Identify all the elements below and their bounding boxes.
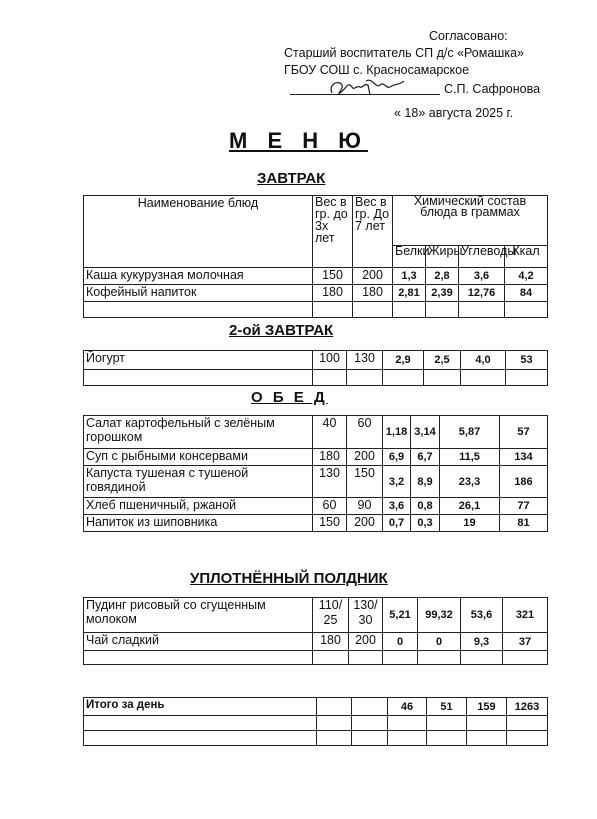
carbs: 4,0 <box>461 351 506 370</box>
carbs: 12,76 <box>459 285 505 302</box>
protein: 1,3 <box>393 268 426 285</box>
page-title: М Е Н Ю <box>229 128 368 153</box>
weight-3: 110/ 25 <box>313 598 349 633</box>
total-row <box>84 698 548 716</box>
weight-7: 200 <box>353 268 393 285</box>
weight-3: 150 <box>313 515 347 532</box>
carbs: 53,6 <box>461 598 503 633</box>
empty-row <box>84 716 548 731</box>
weight-7: 130 <box>347 351 383 370</box>
fat: 8,9 <box>411 466 440 498</box>
kcal: 84 <box>505 285 548 302</box>
weight-3: 130 <box>313 466 347 498</box>
dish-name: Каша кукурузная молочная <box>84 268 313 285</box>
breakfast-table <box>83 195 548 318</box>
dish-name: Напиток из шиповника <box>84 515 313 532</box>
total-fat: 51 <box>427 698 467 716</box>
total-carbs: 159 <box>467 698 507 716</box>
weight-7: 200 <box>347 449 383 466</box>
approval-organization: ГБОУ СОШ с. Красносамарское <box>284 63 470 77</box>
carbs: 26,1 <box>440 498 500 515</box>
dish-name: Чай сладкий <box>84 633 313 651</box>
section-title-breakfast: ЗАВТРАК <box>257 170 326 187</box>
table-row <box>84 515 548 532</box>
weight-3: 60 <box>313 498 347 515</box>
header-weight-7: Вес в гр. До 7 лет <box>353 196 393 268</box>
protein: 2,81 <box>393 285 426 302</box>
fat: 0,8 <box>411 498 440 515</box>
table-row <box>84 351 548 370</box>
weight-7: 130/ 30 <box>349 598 383 633</box>
dish-name: Йогурт <box>84 351 313 370</box>
dish-name: Суп с рыбными консервами <box>84 449 313 466</box>
table-row <box>84 633 548 651</box>
approval-date: « 18» августа 2025 г. <box>394 106 514 120</box>
kcal: 186 <box>500 466 548 498</box>
header-dish-name: Наименование блюд <box>84 196 313 268</box>
kcal: 37 <box>503 633 548 651</box>
header-fat: Жиры <box>426 246 459 268</box>
table-row <box>84 466 548 498</box>
weight-7: 150 <box>347 466 383 498</box>
fat: 3,14 <box>411 416 440 449</box>
fat: 2,5 <box>424 351 461 370</box>
approval-heading: Согласовано: <box>429 29 508 43</box>
dish-name: Капуста тушеная с тушеной говядиной <box>84 466 313 498</box>
fat: 99,32 <box>418 598 461 633</box>
fat: 0,3 <box>411 515 440 532</box>
weight-7: 90 <box>347 498 383 515</box>
dish-name: Кофейный напиток <box>84 285 313 302</box>
table-row <box>84 498 548 515</box>
table-row <box>84 598 548 633</box>
approval-block <box>284 28 584 122</box>
protein: 6,9 <box>383 449 411 466</box>
snack-table <box>83 597 548 665</box>
carbs: 19 <box>440 515 500 532</box>
weight-7: 200 <box>347 515 383 532</box>
carbs: 5,87 <box>440 416 500 449</box>
protein: 5,21 <box>383 598 418 633</box>
handwritten-signature <box>326 75 408 101</box>
signature-row <box>284 79 584 99</box>
weight-3: 180 <box>313 633 349 651</box>
weight-3: 100 <box>313 351 347 370</box>
weight-7: 60 <box>347 416 383 449</box>
kcal: 57 <box>500 416 548 449</box>
fat: 2,39 <box>426 285 459 302</box>
lunch-table <box>83 415 548 532</box>
total-table <box>83 697 548 746</box>
empty-row <box>84 302 548 318</box>
kcal: 81 <box>500 515 548 532</box>
kcal: 4,2 <box>505 268 548 285</box>
protein: 3,2 <box>383 466 411 498</box>
weight-3: 180 <box>313 285 353 302</box>
total-kcal: 1263 <box>507 698 548 716</box>
weight-7: 200 <box>349 633 383 651</box>
protein: 3,6 <box>383 498 411 515</box>
protein: 0 <box>383 633 418 651</box>
empty-row <box>84 370 548 386</box>
protein: 0,7 <box>383 515 411 532</box>
approval-position: Старший воспитатель СП д/с «Ромашка» <box>284 46 524 60</box>
total-protein: 46 <box>388 698 427 716</box>
carbs: 3,6 <box>459 268 505 285</box>
table-row <box>84 285 548 302</box>
carbs: 23,3 <box>440 466 500 498</box>
signer-name: С.П. Сафронова <box>444 82 541 96</box>
dish-name: Хлеб пшеничный, ржаной <box>84 498 313 515</box>
protein: 2,9 <box>383 351 424 370</box>
section-title-lunch: О Б Е Д <box>251 389 328 406</box>
fat: 6,7 <box>411 449 440 466</box>
section-title-snack: УПЛОТНЁННЫЙ ПОЛДНИК <box>190 570 388 587</box>
section-title-breakfast2: 2-ой ЗАВТРАК <box>229 322 334 339</box>
kcal: 77 <box>500 498 548 515</box>
empty-row <box>84 731 548 746</box>
carbs: 11,5 <box>440 449 500 466</box>
kcal: 53 <box>506 351 548 370</box>
kcal: 321 <box>503 598 548 633</box>
dish-name: Салат картофельный с зелёным горошком <box>84 416 313 449</box>
weight-3: 150 <box>313 268 353 285</box>
header-protein: Белки <box>393 246 426 268</box>
table-row <box>84 416 548 449</box>
carbs: 9,3 <box>461 633 503 651</box>
fat: 0 <box>418 633 461 651</box>
weight-3: 40 <box>313 416 347 449</box>
fat: 2,8 <box>426 268 459 285</box>
header-weight-3: Вес в гр. до 3х лет <box>313 196 353 268</box>
header-kcal: Ккал <box>505 246 548 268</box>
header-chem: Химический состав блюда в граммах <box>393 196 548 246</box>
kcal: 134 <box>500 449 548 466</box>
protein: 1,18 <box>383 416 411 449</box>
breakfast2-table <box>83 350 548 386</box>
table-row <box>84 449 548 466</box>
total-label: Итого за день <box>84 698 317 716</box>
dish-name: Пудинг рисовый со сгущенным молоком <box>84 598 313 633</box>
header-carbs: Углеводы <box>459 246 505 268</box>
table-row <box>84 268 548 285</box>
weight-7: 180 <box>353 285 393 302</box>
empty-row <box>84 651 548 665</box>
weight-3: 180 <box>313 449 347 466</box>
